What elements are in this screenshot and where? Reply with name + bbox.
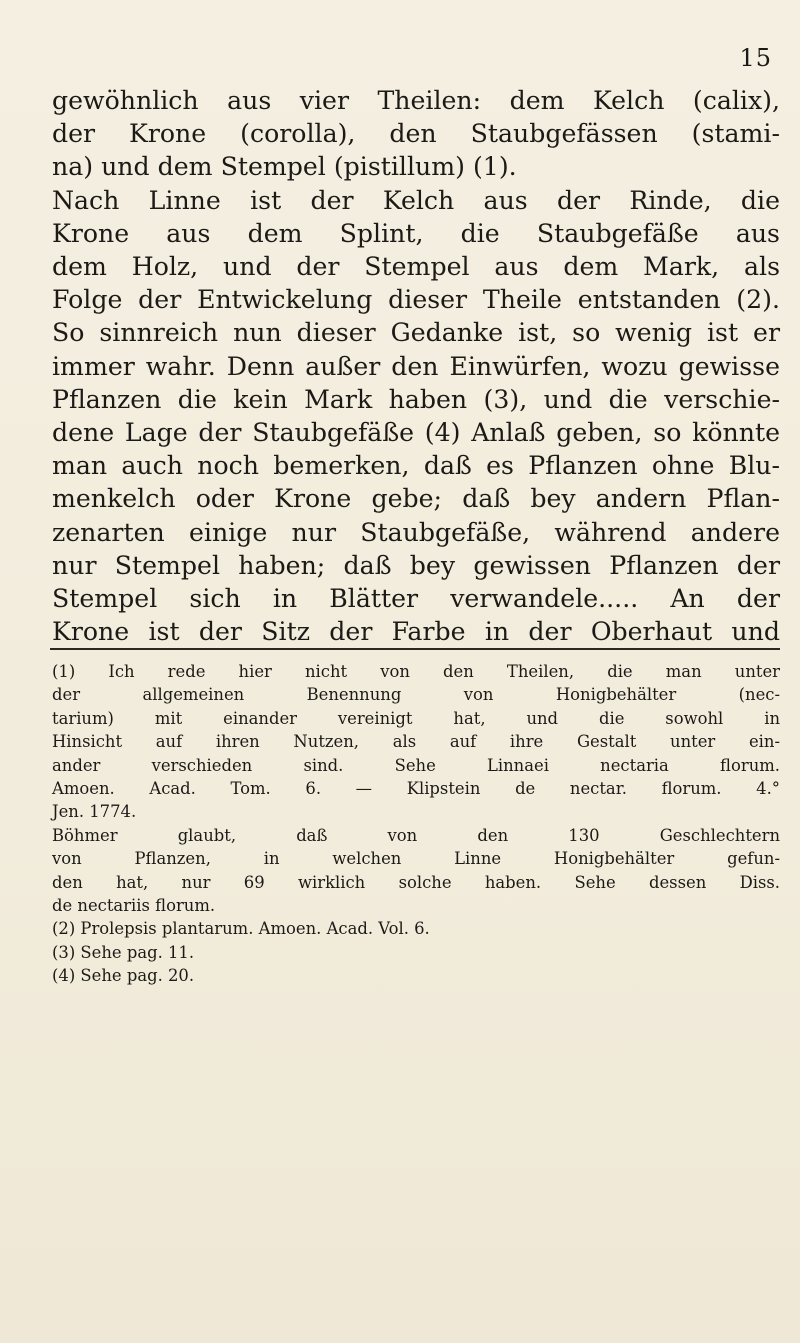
text-line: gewöhnlich aus vier Theilen: dem Kelch (calix), [52, 86, 780, 115]
text-line: der Krone (corolla), den Staubgefässen (stami- [52, 119, 780, 149]
footnote-line: den hat, nur 69 wirklich solche haben. Sehe dessen Diss. [52, 872, 780, 892]
footnote-line: Jen. 1774. [52, 802, 137, 822]
footnote-line: von Pflanzen, in welchen Linne Honigbehälter gefun- [52, 849, 780, 869]
text-line: dene Lage der Staubgefäße (4) Anlaß geben, so könnte [52, 418, 780, 448]
text-line: So sinnreich nun dieser Gedanke ist, so wenig ist er [52, 318, 780, 348]
footnote-line: ander verschieden sind. Sehe Linnaei nectaria florum. [52, 755, 780, 775]
footnote-line: der allgemeinen Benennung von Honigbehälter (nec- [52, 685, 780, 705]
text-line: nur Stempel haben; daß bey gewissen Pflanzen der [52, 550, 780, 580]
text-line: Stempel sich in Blätter verwandele..... An der [52, 584, 780, 614]
footnote-divider [50, 648, 780, 650]
footnote-line: (4) Sehe pag. 20. [52, 966, 195, 986]
footnote-line: (1) Ich rede hier nicht von den Theilen, die man unter [52, 662, 780, 681]
text-line: Krone aus dem Splint, die Staubgefäße aus [52, 218, 780, 248]
footnote-line: tarium) mit einander vereinigt hat, und die sowohl in [52, 708, 780, 728]
page-number: 15 [739, 44, 772, 72]
main-text [52, 84, 780, 648]
text-line: zenarten einige nur Staubgefäße, während andere [52, 517, 780, 547]
footnote-line: Böhmer glaubt, daß von den 130 Geschlechtern [52, 825, 780, 845]
footnote-line: Hinsicht auf ihren Nutzen, als auf ihre Gestalt unter ein- [52, 732, 780, 752]
text-line: menkelch oder Krone gebe; daß bey andern Pflan- [52, 484, 780, 514]
text-line: dem Holz, und der Stempel aus dem Mark, als [52, 252, 780, 282]
text-line: na) und dem Stempel (pistillum) (1). [52, 152, 517, 182]
text-line: Pflanzen die kein Mark haben (3), und die verschie- [52, 384, 780, 414]
text-line: Folge der Entwickelung dieser Theile entstanden (2). [52, 285, 780, 315]
text-line: Krone ist der Sitz der Farbe in der Oberhaut und [52, 617, 780, 647]
footnote-line: (3) Sehe pag. 11. [52, 942, 195, 962]
footnote-line: Amoen. Acad. Tom. 6. — Klipstein de nectar. florum. 4.° [52, 779, 780, 799]
text-line: Nach Linne ist der Kelch aus der Rinde, die [52, 185, 780, 215]
footnotes [52, 660, 780, 988]
text-line: man auch noch bemerken, daß es Pflanzen ohne Blu- [52, 451, 780, 481]
footnote-line: (2) Prolepsis plantarum. Amoen. Acad. Vol. 6. [52, 919, 430, 939]
footnote-line: de nectariis florum. [52, 896, 216, 916]
text-line: immer wahr. Denn außer den Einwürfen, wozu gewisse [52, 351, 780, 381]
